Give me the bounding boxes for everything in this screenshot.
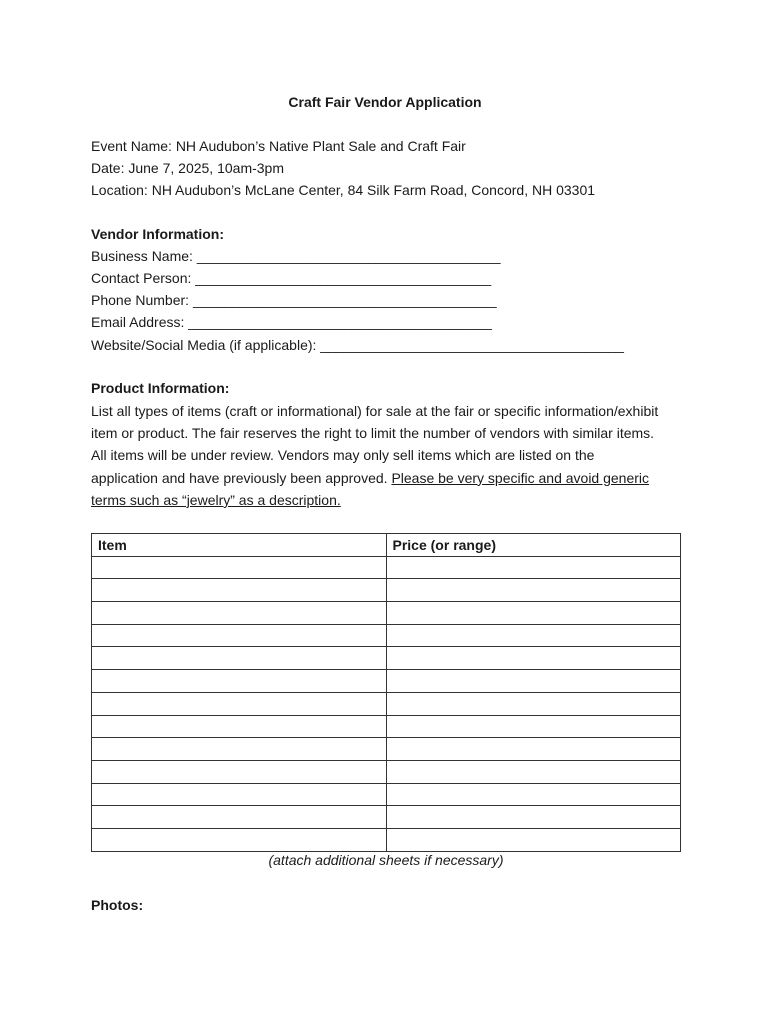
table-row bbox=[92, 579, 681, 602]
price-cell[interactable] bbox=[386, 738, 681, 761]
price-cell[interactable] bbox=[386, 624, 681, 647]
business-name-field[interactable]: Business Name: _______________________________________ bbox=[91, 248, 501, 264]
price-cell[interactable] bbox=[386, 556, 681, 579]
item-cell[interactable] bbox=[92, 806, 387, 829]
contact-person-field[interactable]: Contact Person: ______________________________________ bbox=[91, 270, 492, 286]
page-title: Craft Fair Vendor Application bbox=[288, 94, 482, 110]
table-row bbox=[92, 602, 681, 625]
table-row bbox=[92, 647, 681, 670]
table-row bbox=[92, 738, 681, 761]
table-row bbox=[92, 715, 681, 738]
vendor-heading: Vendor Information: bbox=[91, 226, 224, 242]
item-cell[interactable] bbox=[92, 556, 387, 579]
event-date: Date: June 7, 2025, 10am-3pm bbox=[91, 160, 285, 176]
item-cell[interactable] bbox=[92, 602, 387, 625]
product-text: List all types of items (craft or informational) for sale at the fair or specific information/exhibit item or product. The fair reserves the right to limit the number of vendors with similar items. All items will be under review. Vendors may only sell items which are listed on the application and have previously been approved. bbox=[91, 403, 659, 486]
product-heading: Product Information: bbox=[91, 380, 230, 396]
price-cell[interactable] bbox=[386, 806, 681, 829]
item-cell[interactable] bbox=[92, 783, 387, 806]
item-cell[interactable] bbox=[92, 647, 387, 670]
item-cell[interactable] bbox=[92, 715, 387, 738]
item-cell[interactable] bbox=[92, 624, 387, 647]
table-row bbox=[92, 760, 681, 783]
table-row bbox=[92, 556, 681, 579]
table-row bbox=[92, 806, 681, 829]
price-cell[interactable] bbox=[386, 602, 681, 625]
price-column-header: Price (or range) bbox=[386, 534, 681, 557]
photos-heading: Photos: bbox=[91, 897, 144, 913]
item-cell[interactable] bbox=[92, 760, 387, 783]
price-cell[interactable] bbox=[386, 760, 681, 783]
event-location: Location: NH Audubon’s McLane Center, 84 Silk Farm Road, Concord, NH 03301 bbox=[91, 182, 596, 198]
price-cell[interactable] bbox=[386, 579, 681, 602]
table-header-row bbox=[92, 534, 681, 557]
table-row bbox=[92, 783, 681, 806]
item-cell[interactable] bbox=[92, 579, 387, 602]
table-caption: (attach additional sheets if necessary) bbox=[268, 852, 504, 868]
price-cell[interactable] bbox=[386, 828, 681, 851]
email-address-field[interactable]: Email Address: _______________________________________ bbox=[91, 314, 492, 330]
price-cell[interactable] bbox=[386, 783, 681, 806]
table-row bbox=[92, 828, 681, 851]
event-name: Event Name: NH Audubon’s Native Plant Sale and Craft Fair bbox=[91, 138, 466, 154]
price-cell[interactable] bbox=[386, 692, 681, 715]
website-field[interactable]: Website/Social Media (if applicable): _______________________________________ bbox=[91, 337, 624, 353]
table-row bbox=[92, 670, 681, 693]
price-cell[interactable] bbox=[386, 647, 681, 670]
price-cell[interactable] bbox=[386, 715, 681, 738]
phone-number-field[interactable]: Phone Number: _______________________________________ bbox=[91, 292, 497, 308]
items-table bbox=[91, 533, 681, 852]
item-cell[interactable] bbox=[92, 670, 387, 693]
table-row bbox=[92, 692, 681, 715]
price-cell[interactable] bbox=[386, 670, 681, 693]
item-cell[interactable] bbox=[92, 738, 387, 761]
table-row bbox=[92, 624, 681, 647]
product-emphasis: Please be very specific and avoid generic terms such as “jewelry” as a description. bbox=[91, 469, 650, 508]
item-column-header: Item bbox=[92, 534, 387, 557]
item-cell[interactable] bbox=[92, 828, 387, 851]
product-instructions bbox=[91, 400, 661, 511]
item-cell[interactable] bbox=[92, 692, 387, 715]
table-body bbox=[92, 556, 681, 851]
